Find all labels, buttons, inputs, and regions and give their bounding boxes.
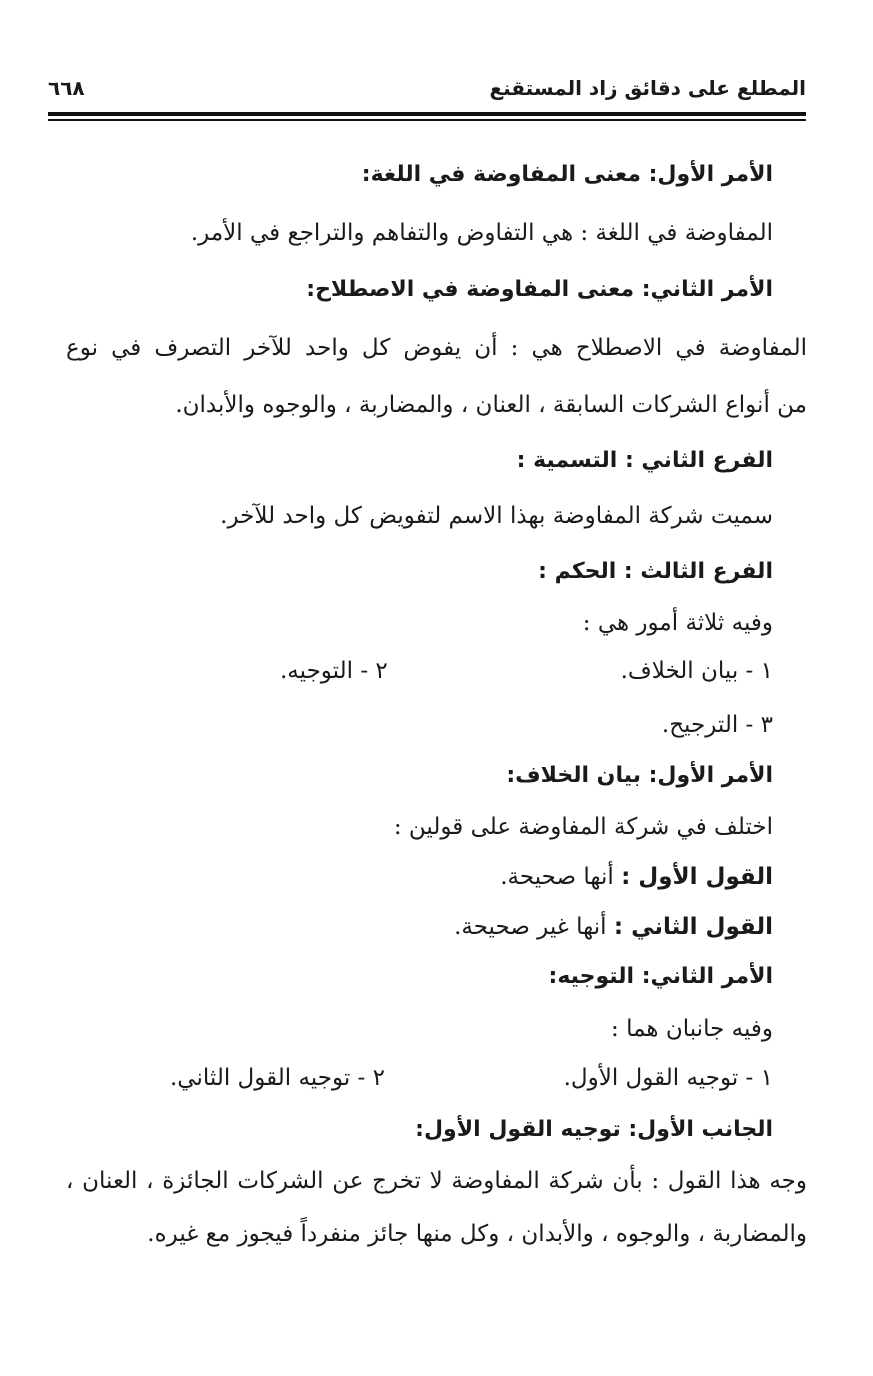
paragraph-two-opinions: اختلف في شركة المفاوضة على قولين :	[393, 814, 773, 840]
list-item-justification: ٢ - التوجيه.	[280, 658, 388, 684]
opinion-first-label: القول الأول :	[621, 864, 773, 890]
opinion-first	[500, 862, 773, 892]
heading-first-aspect: الجانب الأول: توجيه القول الأول:	[415, 1117, 773, 1142]
list-item-second-opinion-justification: ٢ - توجيه القول الثاني.	[170, 1065, 386, 1091]
heading-ruling: الفرع الثالث : الحكم :	[538, 559, 773, 584]
header-rule-thick	[48, 112, 806, 116]
header-rule-thin	[48, 119, 806, 121]
paragraph-linguistic-meaning: المفاوضة في اللغة : هي التفاوض والتفاهم والتراجع في الأمر.	[190, 220, 773, 246]
book-title: المطلع على دقائق زاد المستقنع	[489, 76, 806, 100]
paragraph-two-aspects: وفيه جانبان هما :	[611, 1016, 773, 1042]
opinion-first-text: أنها صحيحة.	[500, 864, 622, 890]
paragraph-first-aspect-line1: وجه هذا القول : بأن شركة المفاوضة لا تخرج عن الشركات الجائزة ، العنان ،	[66, 1168, 807, 1194]
list-item-preference: ٣ - الترجيح.	[661, 712, 773, 738]
paragraph-three-matters: وفيه ثلاثة أمور هي :	[582, 610, 773, 636]
paragraph-naming: سميت شركة المفاوضة بهذا الاسم لتفويض كل واحد للآخر.	[220, 503, 773, 529]
heading-naming: الفرع الثاني : التسمية :	[516, 448, 773, 473]
opinion-second	[454, 912, 773, 942]
heading-technical-meaning: الأمر الثاني: معنى المفاوضة في الاصطلاح:	[306, 277, 773, 302]
page-number: ٦٦٨	[48, 76, 85, 100]
running-header	[48, 70, 806, 110]
heading-difference: الأمر الأول: بيان الخلاف:	[506, 763, 773, 788]
heading-justification: الأمر الثاني: التوجيه:	[548, 964, 773, 989]
paragraph-technical-meaning-line2: من أنواع الشركات السابقة ، العنان ، والمضاربة ، والوجوه والأبدان.	[175, 392, 807, 418]
paragraph-first-aspect-line2: والمضاربة ، والوجوه ، والأبدان ، وكل منها جائز منفرداً فيجوز مع غيره.	[147, 1221, 807, 1247]
paragraph-technical-meaning-line1: المفاوضة في الاصطلاح هي : أن يفوض كل واحد للآخر التصرف في نوع	[66, 335, 807, 361]
list-item-difference: ١ - بيان الخلاف.	[620, 658, 773, 684]
heading-linguistic-meaning: الأمر الأول: معنى المفاوضة في اللغة:	[361, 162, 773, 187]
opinion-second-text: أنها غير صحيحة.	[454, 914, 614, 940]
opinion-second-label: القول الثاني :	[613, 914, 773, 940]
list-item-first-opinion-justification: ١ - توجيه القول الأول.	[563, 1065, 773, 1091]
